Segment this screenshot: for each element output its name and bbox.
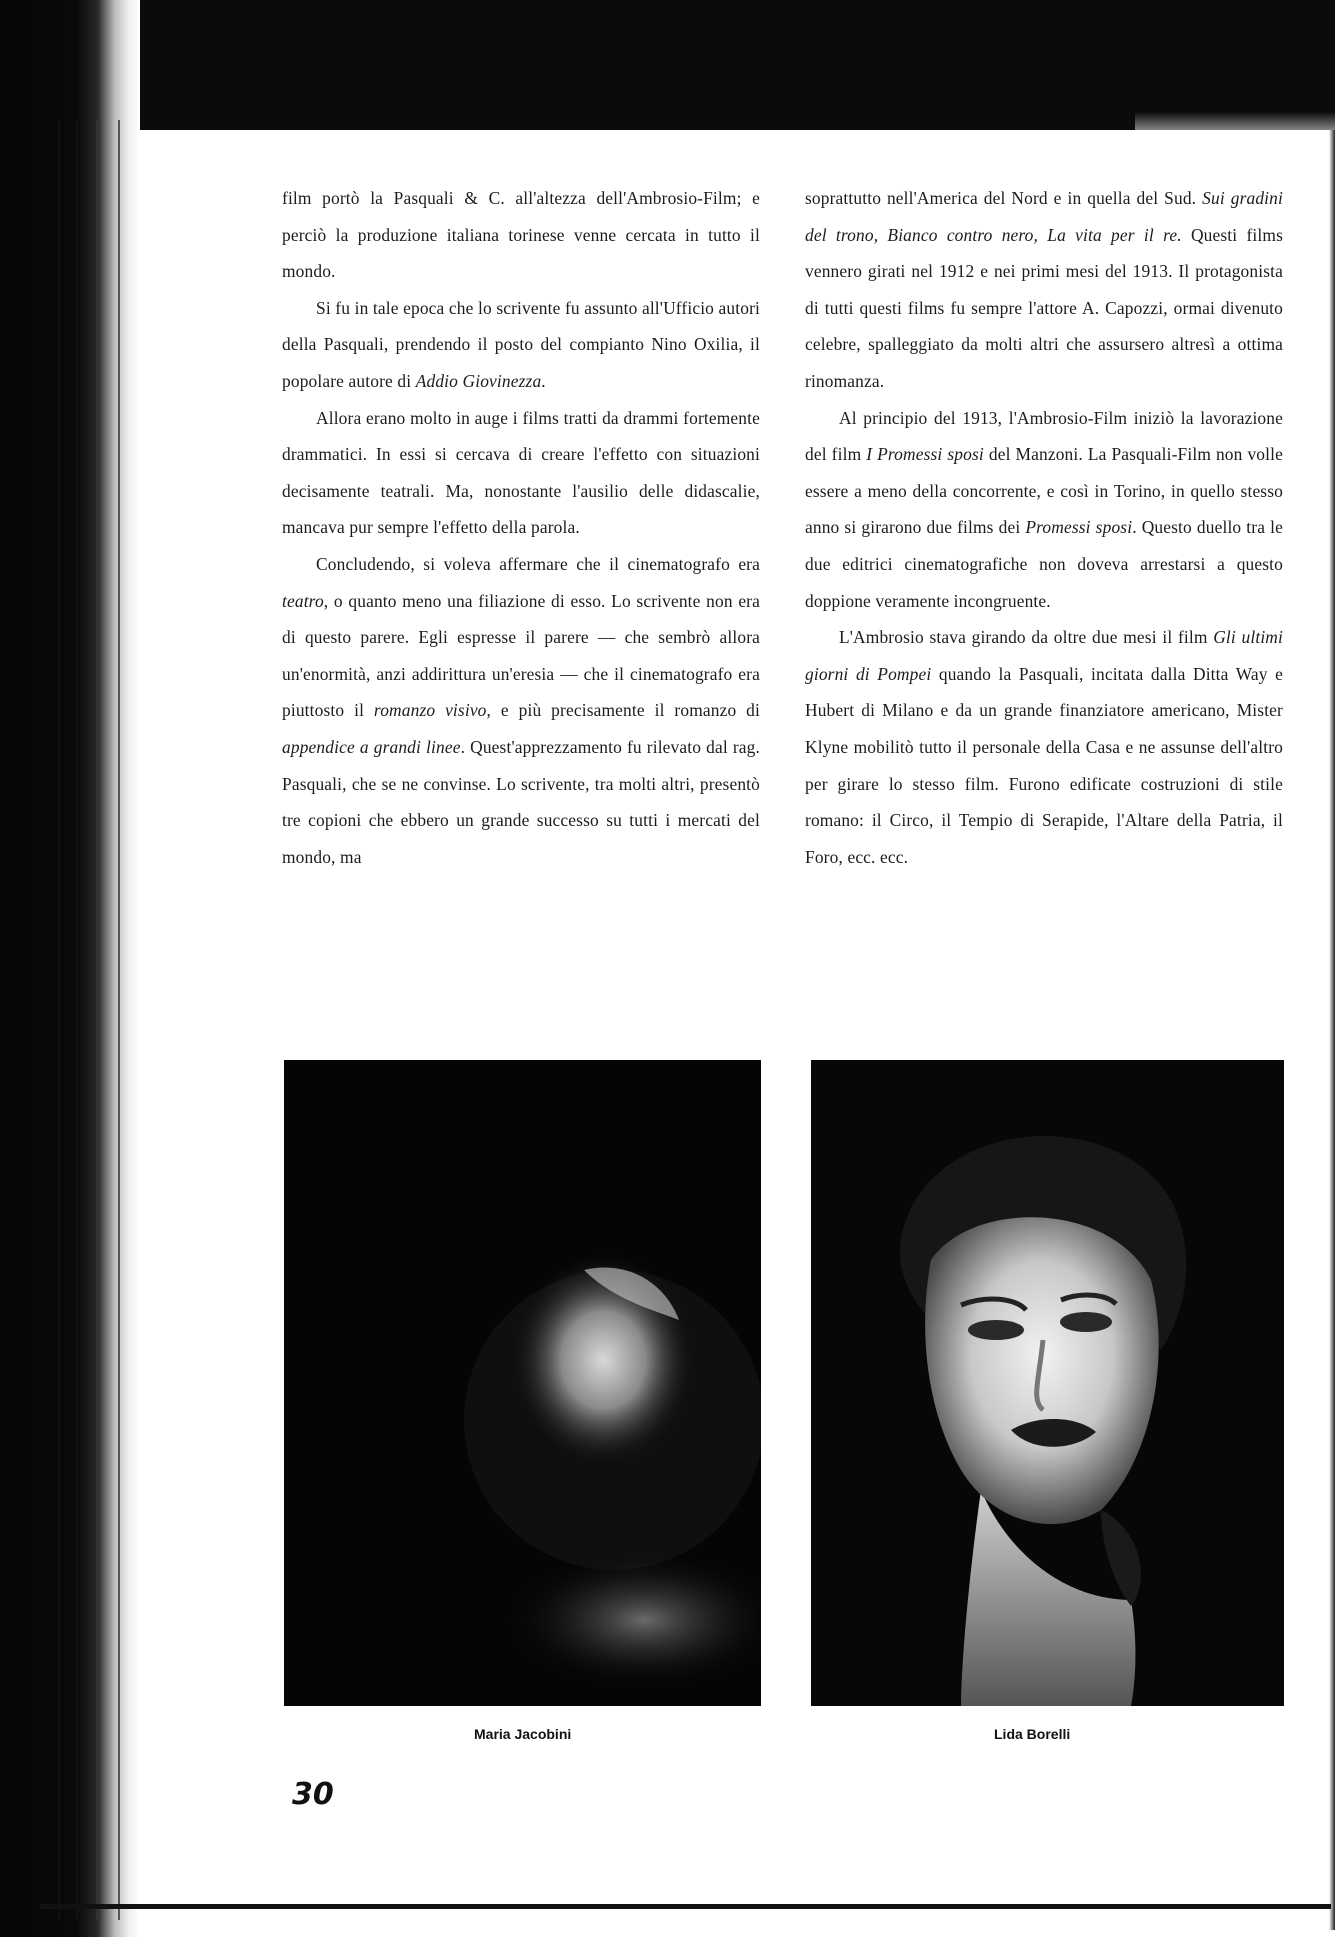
text-run: film portò la Pasquali & C. all'altezza dell'Ambrosio-Film; e perciò la produzione italiana torinese venne cercata in tutto il mondo.	[282, 188, 760, 282]
text-run: Concludendo, si voleva affermare che il cinematografo era	[316, 553, 760, 574]
italic-title: I Promessi sposi	[866, 444, 984, 465]
spine-page-edge	[118, 120, 120, 1920]
portrait-photo-right	[811, 1060, 1284, 1706]
italic-title: Promessi sposi	[1025, 517, 1133, 538]
page-number: 30	[292, 1777, 334, 1812]
text-run: Al principio del 1913, l'Ambrosio-Film iniziò la lavorazione del film	[805, 407, 1283, 465]
italic-term: appendice a grandi linee	[282, 736, 461, 757]
page-bottom-edge	[40, 1904, 1331, 1909]
text-run: del Manzoni. La Pasquali-Film non volle essere a meno della concorrente, e così in Torino, in quello stesso anno si girarono due films dei	[805, 444, 1283, 538]
italic-term: teatro	[282, 590, 324, 611]
italic-title: Addio Giovinezza	[415, 370, 542, 391]
photo-caption-left: Maria Jacobini	[474, 1726, 572, 1742]
paragraph	[282, 290, 760, 400]
text-run: quando la Pasquali, incitata dalla Ditta Way e Hubert di Milano e da un grande finanziatore americano, Mister Klyne mobilitò tutto il personale della Casa e ne assunse dell'altro per girare lo stesso film. Furono edificate costruzioni di stile romano: il Circo, il Tempio di Serapide, l'Altare della Patria, il Foro, ecc. ecc.	[805, 663, 1283, 867]
paragraph	[282, 180, 760, 290]
spine-page-edge	[58, 120, 60, 1920]
italic-titles: Sui gradini del trono, Bianco contro nero, La vita per il re.	[805, 188, 1283, 245]
paragraph	[805, 400, 1283, 620]
text-run: Allora erano molto in auge i films tratti da drammi fortemente drammatici. In essi si cercava di creare l'effetto con situazioni decisamente teatrali. Ma, nonostante l'ausilio delle didascalie, mancava pur sempre l'effetto della parola.	[282, 407, 760, 538]
paragraph	[282, 400, 760, 546]
text-run: Si fu in tale epoca che lo scrivente fu assunto all'Ufficio autori della Pasquali, prendendo il posto del compianto Nino Oxilia, il popolare autore di	[282, 297, 760, 391]
text-run: .	[541, 370, 546, 391]
text-run: Questi films vennero girati nel 1912 e nei primi mesi del 1913. Il protagonista di tutti questi films fu sempre l'attore A. Capozzi, ormai divenuto celebre, spalleggiato da molti altri che assursero altresì a ottima rinomanza.	[805, 224, 1283, 391]
portrait-image	[811, 1060, 1284, 1706]
portrait-photo-left	[284, 1060, 761, 1706]
left-text-column	[282, 180, 760, 875]
text-run: . Questo duello tra le due editrici cinematografiche non doveva arrestarsi a questo doppione veramente incongruente.	[805, 517, 1283, 611]
text-run: L'Ambrosio stava girando da oltre due mesi il film	[839, 627, 1214, 648]
paragraph	[282, 546, 760, 875]
text-run: , e più precisamente il romanzo di	[486, 700, 760, 721]
paragraph	[805, 619, 1283, 875]
spine-page-edge	[76, 120, 78, 1920]
photo-caption-right: Lida Borelli	[994, 1726, 1071, 1742]
paragraph	[805, 180, 1283, 400]
italic-term: romanzo visivo	[373, 700, 487, 721]
text-run: soprattutto nell'America del Nord e in quella del Sud.	[805, 188, 1203, 208]
portrait-image	[284, 1060, 761, 1706]
spine-page-edge	[96, 120, 98, 1920]
text-run: . Quest'apprezzamento fu rilevato dal rag. Pasquali, che se ne convinse. Lo scrivente, tra molti altri, presentò tre copioni che ebbero un grande successo su tutti i mercati del mondo, ma	[282, 736, 760, 867]
right-text-column	[805, 180, 1283, 875]
page-right-edge	[1329, 130, 1335, 1930]
italic-title: Gli ultimi giorni di Pompei	[805, 627, 1283, 684]
text-run: , o quanto meno una filiazione di esso. Lo scrivente non era di questo parere. Egli espresse il parere — che sembrò allora un'enormità, anzi addirittura un'eresia — che il cinematografo era piuttosto il	[282, 590, 760, 721]
